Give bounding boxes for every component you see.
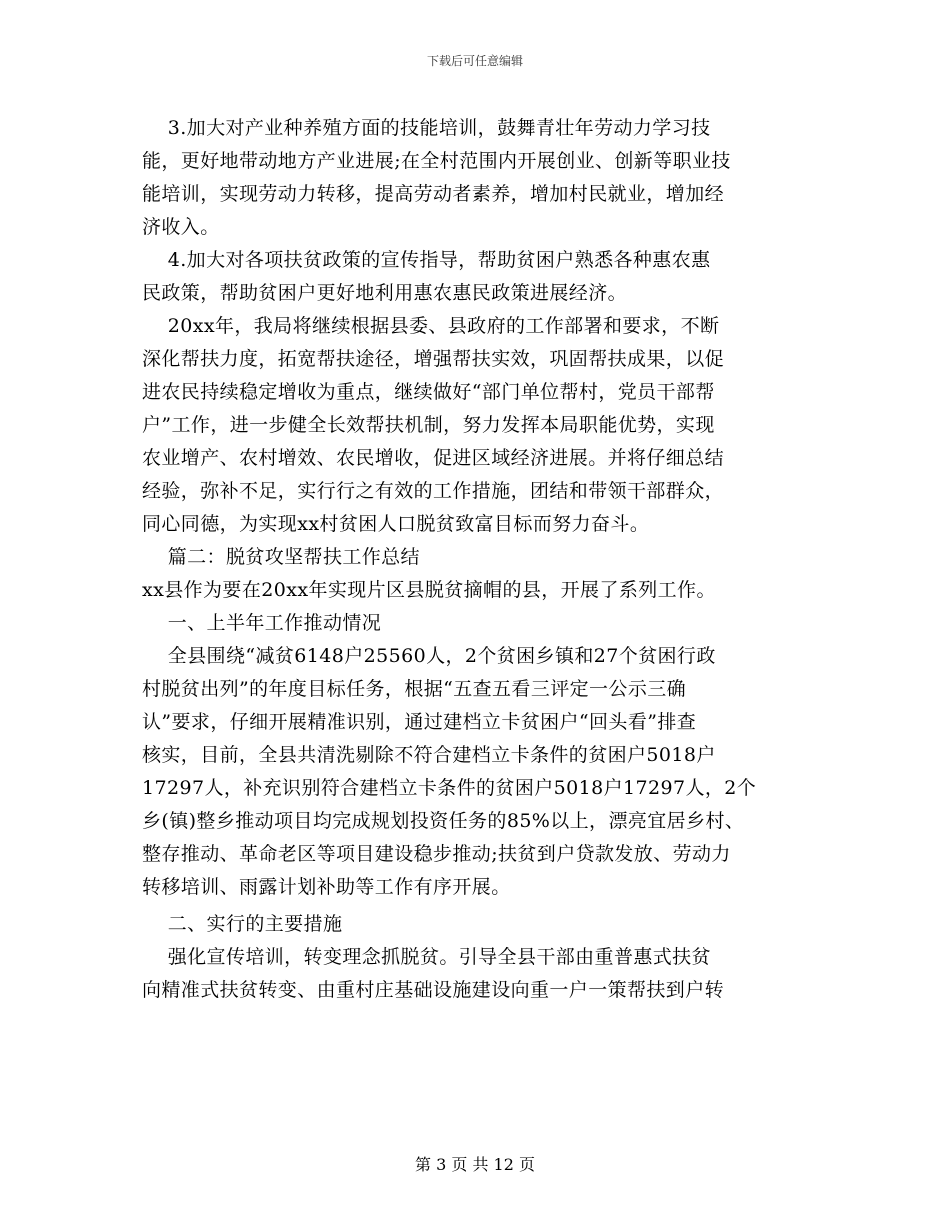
text-line: 进农民持续稳定增收为重点，继续做好“部门单位帮村，党员干部帮 [142, 381, 715, 403]
text-line: 向精准式扶贫转变、由重村庄基础设施建设向重一户一策帮扶到户转 [142, 979, 725, 1001]
text-line: 转移培训、雨露计划补助等工作有序开展。 [142, 876, 511, 898]
text-line: xx县作为要在20xx年实现片区县脱贫摘帽的县，开展了系列工作。 [142, 579, 716, 601]
page-header: 下载后可任意编辑 [426, 54, 523, 68]
text-line: 能，更好地带动地方产业进展;在全村范围内开展创业、创新等职业技 [142, 150, 731, 172]
text-line: 民政策，帮助贫困户更好地利用惠农惠民政策进展经济。 [142, 282, 628, 304]
text-line: 核实，目前，全县共清洗剔除不符合建档立卡条件的贫困户5018户 [142, 744, 716, 766]
text-line: 全县围绕“减贫6148户25560人，2个贫困乡镇和27个贫困行政 [142, 645, 716, 667]
section-heading: 二、实行的主要措施 [142, 913, 343, 935]
text-line: 认”要求，仔细开展精准识别，通过建档立卡贫困户“回头看”排查 [142, 711, 697, 733]
page-number-footer: 第 3 页 共 12 页 [415, 1155, 535, 1174]
section-heading: 一、上半年工作推动情况 [142, 612, 382, 634]
text-line: 户”工作，进一步健全长效帮扶机制，努力发挥本局职能优势，实现 [142, 414, 715, 436]
text-line: 经验，弥补不足，实行行之有效的工作措施，团结和带领干部群众， [142, 480, 725, 502]
text-line: 同心同德，为实现xx村贫困人口脱贫致富目标而努力奋斗。 [142, 513, 650, 535]
text-line: 17297人，补充识别符合建档立卡条件的贫困户5018户17297人，2个 [142, 777, 757, 799]
section-heading: 篇二：脱贫攻坚帮扶工作总结 [142, 546, 420, 568]
document-body [142, 112, 812, 1007]
text-line: 农业增产、农村增效、农民增收，促进区域经济进展。并将仔细总结 [142, 447, 725, 469]
text-line: 20xx年，我局将继续根据县委、县政府的工作部署和要求，不断 [142, 315, 720, 337]
text-line: 强化宣传培训，转变理念抓脱贫。引导全县干部由重普惠式扶贫 [142, 946, 711, 968]
text-line: 能培训，实现劳动力转移，提高劳动者素养，增加村民就业，增加经 [142, 183, 725, 205]
text-line: 深化帮扶力度，拓宽帮扶途径，增强帮扶实效，巩固帮扶成果，以促 [142, 348, 725, 370]
text-line: 村脱贫出列”的年度目标任务，根据“五查五看三评定一公示三确 [142, 678, 687, 700]
text-line: 4.加大对各项扶贫政策的宣传指导，帮助贫困户熟悉各种惠农惠 [142, 249, 711, 271]
text-line: 整存推动、革命老区等项目建设稳步推动;扶贫到户贷款发放、劳动力 [142, 843, 731, 865]
text-line: 乡(镇)整乡推动项目均完成规划投资任务的85%以上，漂亮宜居乡村、 [142, 810, 745, 832]
text-line: 3.加大对产业种养殖方面的技能培训，鼓舞青壮年劳动力学习技 [142, 117, 711, 139]
text-line: 济收入。 [142, 216, 220, 238]
